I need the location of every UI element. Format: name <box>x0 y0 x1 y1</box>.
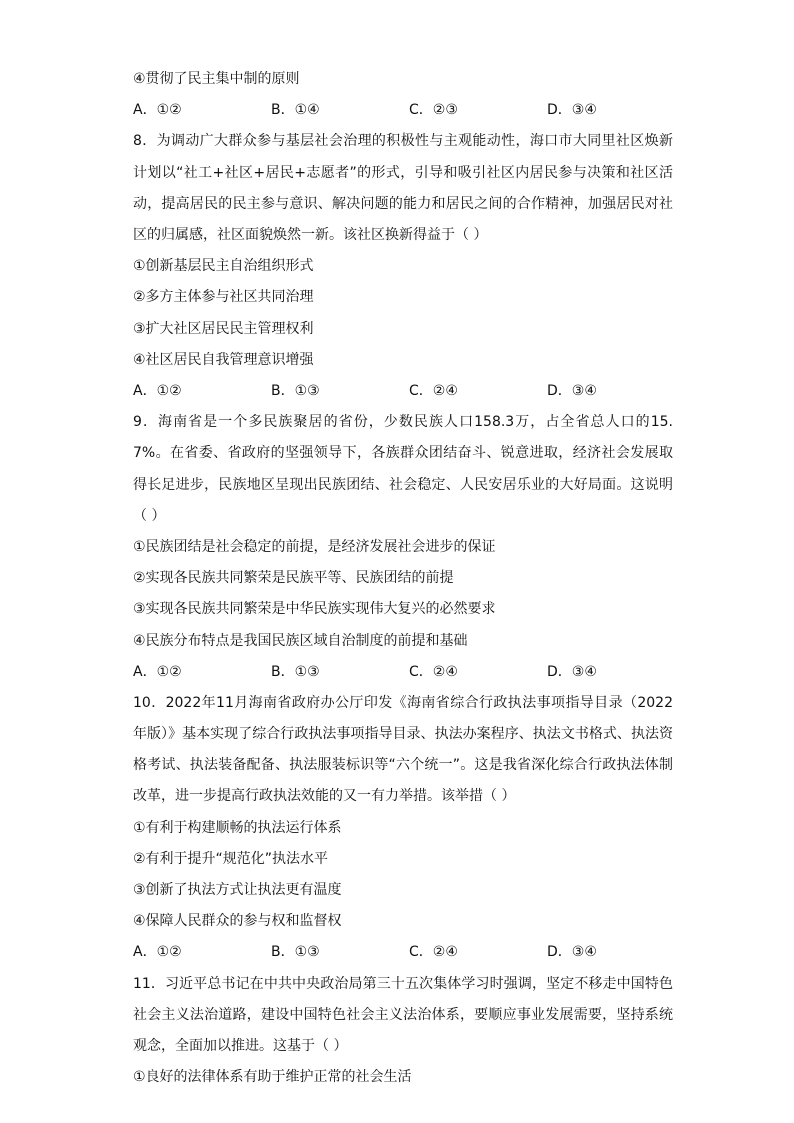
question-stem: 10．2022年11月海南省政府办公厅印发《海南省综合行政执法事项指导目录（2022年版）》基本实现了综合行政执法事项指导目录、执法办案程序、执法文书格式、执法资格考试、执法装备配备、执法服装标识等“六个统一”。这是我省深化综合行政执法体制改革，进一步提高行政执法效能的又一有力举措。该举措（ ） <box>133 694 673 805</box>
answer-option: A．①② <box>133 944 182 961</box>
answer-option: C．②④ <box>409 382 458 399</box>
answer-option: B．①③ <box>271 944 320 961</box>
question-stem: 9．海南省是一个多民族聚居的省份，少数民族人口158.3万，占全省总人口的15.7%。在省委、省政府的坚强领导下，各族群众团结奋斗、锐意进取，经济社会发展取得长足进步，民族地区呈现出民族团结、社会稳定、人民安居乐业的大好局面。这说明（ ） <box>133 414 673 524</box>
answer-option: D．③④ <box>547 944 597 961</box>
answer-option: A．①② <box>133 382 182 399</box>
statement-item: ④社区居民自我管理意识增强 <box>133 351 314 368</box>
question-stem: 11．习近平总书记在中共中央政治局第三十五次集体学习时强调，坚定不移走中国特色社会主义法治道路，建设中国特色社会主义法治体系，要顺应事业发展需要，坚持系统观念，全面加以推进。这基于（ ） <box>133 975 673 1055</box>
statement-item: ④民族分布特点是我国民族区域自治制度的前提和基础 <box>133 632 468 649</box>
answer-option: C．②④ <box>409 663 458 680</box>
question-stem: 8．为调动广大群众参与基层社会治理的积极性与主观能动性，海口市大同里社区焕新计划以“社工+社区+居民+志愿者”的形式，引导和吸引社区内居民参与决策和社区活动，提高居民的民主参与意识、解决问题的能力和居民之间的合作精神，加强居民对社区的归属感，社区面貌焕然一新。该社区换新得益于（ ） <box>133 133 673 243</box>
answer-options <box>133 937 673 968</box>
answer-option: B．①④ <box>271 102 320 119</box>
statement-item: ④保障人民群众的参与权和监督权 <box>133 913 342 930</box>
statement-item: ①民族团结是社会稳定的前提，是经济发展社会进步的保证 <box>133 538 496 555</box>
answer-option: D．③④ <box>547 663 597 680</box>
answer-option: B．①③ <box>271 382 320 399</box>
statement-item: ②有利于提升“规范化”执法水平 <box>133 850 329 867</box>
statement-item: ③实现各民族共同繁荣是中华民族实现伟大复兴的必然要求 <box>133 601 496 618</box>
statement-item: ①良好的法律体系有助于维护正常的社会生活 <box>133 1069 412 1086</box>
answer-option: D．③④ <box>547 102 597 119</box>
answer-options <box>133 376 673 407</box>
statement-item: ④贯彻了民主集中制的原则 <box>133 71 300 87</box>
answer-option: A．①② <box>133 663 182 680</box>
answer-option: C．②③ <box>409 102 458 119</box>
statement-item: ③扩大社区居民民主管理权利 <box>133 320 314 337</box>
answer-option: B．①③ <box>271 663 320 680</box>
statement-item: ①创新基层民主自治组织形式 <box>133 258 314 275</box>
statement-item: ①有利于构建顺畅的执法运行体系 <box>133 819 342 836</box>
answer-option: C．②④ <box>409 944 458 961</box>
question-content <box>133 64 673 1093</box>
answer-options <box>133 95 673 126</box>
answer-option: A．①② <box>133 102 182 119</box>
statement-item: ③创新了执法方式让执法更有温度 <box>133 882 342 899</box>
statement-item: ②多方主体参与社区共同治理 <box>133 289 314 306</box>
answer-option: D．③④ <box>547 382 597 399</box>
answer-options <box>133 657 673 688</box>
statement-item: ②实现各民族共同繁荣是民族平等、民族团结的前提 <box>133 570 454 587</box>
